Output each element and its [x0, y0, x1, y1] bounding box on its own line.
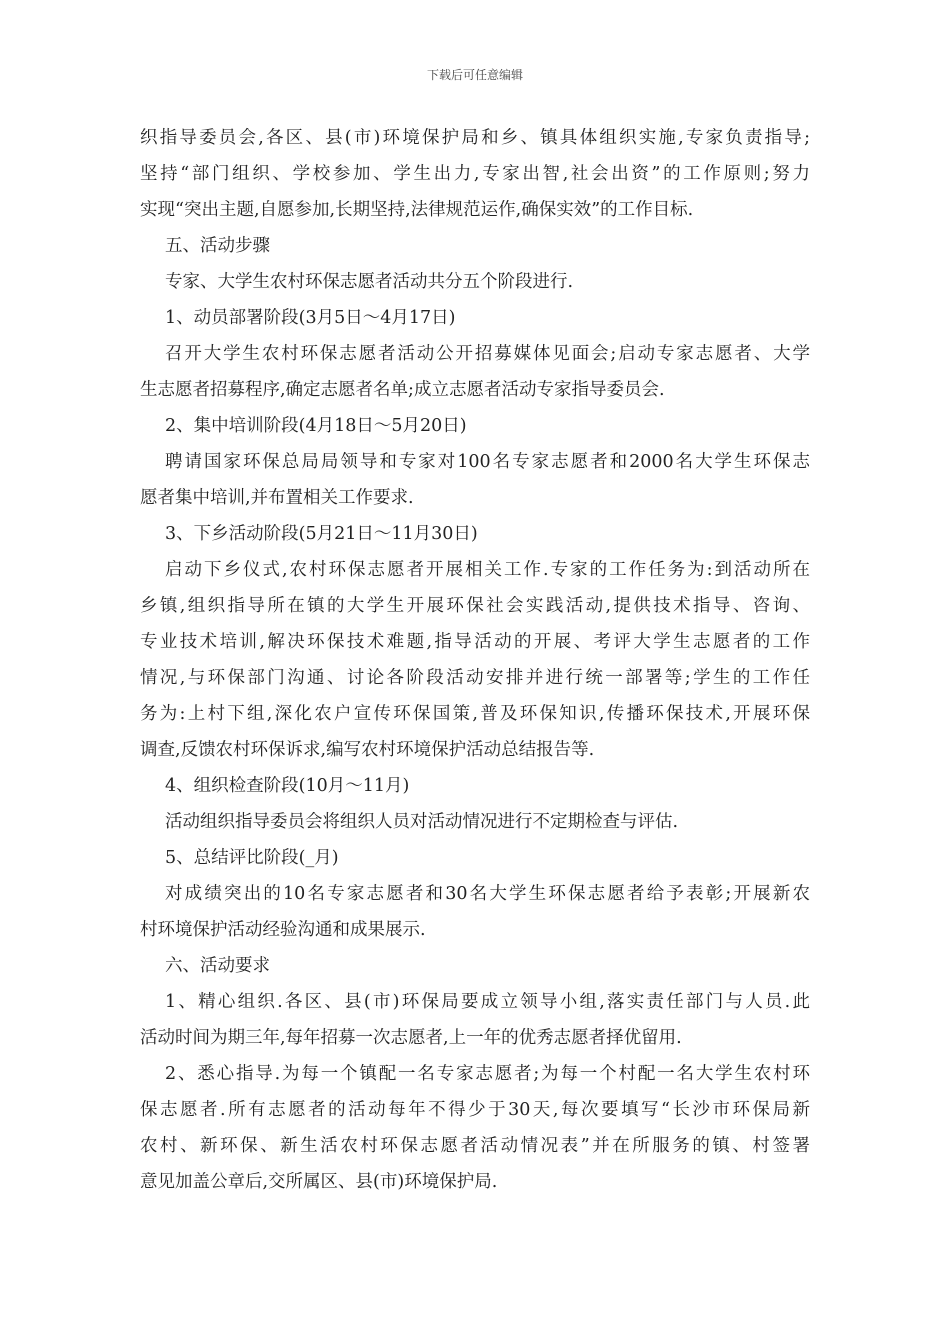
stage-heading: 2、集中培训阶段(4月18日～5月20日) — [165, 416, 467, 436]
text-line: 意见加盖公章后,交所属区、县(市)环境保护局. — [140, 1172, 498, 1192]
text-line: 务为:上村下组,深化农户宣传环保国策,普及环保知识,传播环保技术,开展环保 — [140, 704, 810, 724]
text-line: 专业技术培训,解决环保技术难题,指导活动的开展、考评大学生志愿者的工作 — [140, 632, 810, 652]
page-header: 下载后可任意编辑 — [426, 68, 523, 82]
stage-heading: 1、动员部署阶段(3月5日～4月17日) — [165, 308, 456, 328]
text-line: 村环境保护活动经验沟通和成果展示. — [140, 920, 426, 940]
document-body — [140, 120, 810, 1200]
text-line: 1、精心组织.各区、县(市)环保局要成立领导小组,落实责任部门与人员.此 — [165, 992, 810, 1012]
text-line: 活动时间为期三年,每年招募一次志愿者,上一年的优秀志愿者择优留用. — [140, 1028, 682, 1048]
text-line: 实现“突出主题,自愿参加,长期坚持,法律规范运作,确保实效”的工作目标. — [140, 200, 694, 220]
text-line: 生志愿者招募程序,确定志愿者名单;成立志愿者活动专家指导委员会. — [140, 380, 665, 400]
text-line: 启动下乡仪式,农村环保志愿者开展相关工作.专家的工作任务为:到活动所在 — [165, 560, 810, 580]
text-line: 坚持“部门组织、学校参加、学生出力,专家出智,社会出资”的工作原则;努力 — [140, 164, 810, 184]
text-line: 调查,反馈农村环保诉求,编写农村环境保护活动总结报告等. — [140, 740, 595, 760]
text-line: 2、悉心指导.为每一个镇配一名专家志愿者;为每一个村配一名大学生农村环 — [165, 1064, 810, 1084]
text-line: 情况,与环保部门沟通、讨论各阶段活动安排并进行统一部署等;学生的工作任 — [140, 668, 810, 688]
text-line: 召开大学生农村环保志愿者活动公开招募媒体见面会;启动专家志愿者、大学 — [165, 344, 810, 364]
text-line: 织指导委员会,各区、县(市)环境保护局和乡、镇具体组织实施,专家负责指导; — [140, 128, 810, 148]
text-line: 对成绩突出的10名专家志愿者和30名大学生环保志愿者给予表彰;开展新农 — [165, 884, 810, 904]
section-heading: 五、活动步骤 — [165, 236, 270, 256]
stage-heading: 4、组织检查阶段(10月～11月) — [165, 776, 410, 796]
text-line: 专家、大学生农村环保志愿者活动共分五个阶段进行. — [165, 272, 574, 292]
text-line: 聘请国家环保总局局领导和专家对100名专家志愿者和2000名大学生环保志 — [165, 452, 810, 472]
text-line: 愿者集中培训,并布置相关工作要求. — [140, 488, 414, 508]
section-heading: 六、活动要求 — [165, 956, 270, 976]
text-line: 农村、新环保、新生活农村环保志愿者活动情况表”并在所服务的镇、村签署 — [140, 1136, 810, 1156]
text-line: 乡镇,组织指导所在镇的大学生开展环保社会实践活动,提供技术指导、咨询、 — [140, 596, 810, 616]
stage-heading: 3、下乡活动阶段(5月21日～11月30日) — [165, 524, 478, 544]
stage-heading: 5、总结评比阶段(_月) — [165, 848, 339, 868]
text-line: 保志愿者.所有志愿者的活动每年不得少于30天,每次要填写“长沙市环保局新 — [140, 1100, 810, 1120]
text-line: 活动组织指导委员会将组织人员对活动情况进行不定期检查与评估. — [165, 812, 679, 832]
